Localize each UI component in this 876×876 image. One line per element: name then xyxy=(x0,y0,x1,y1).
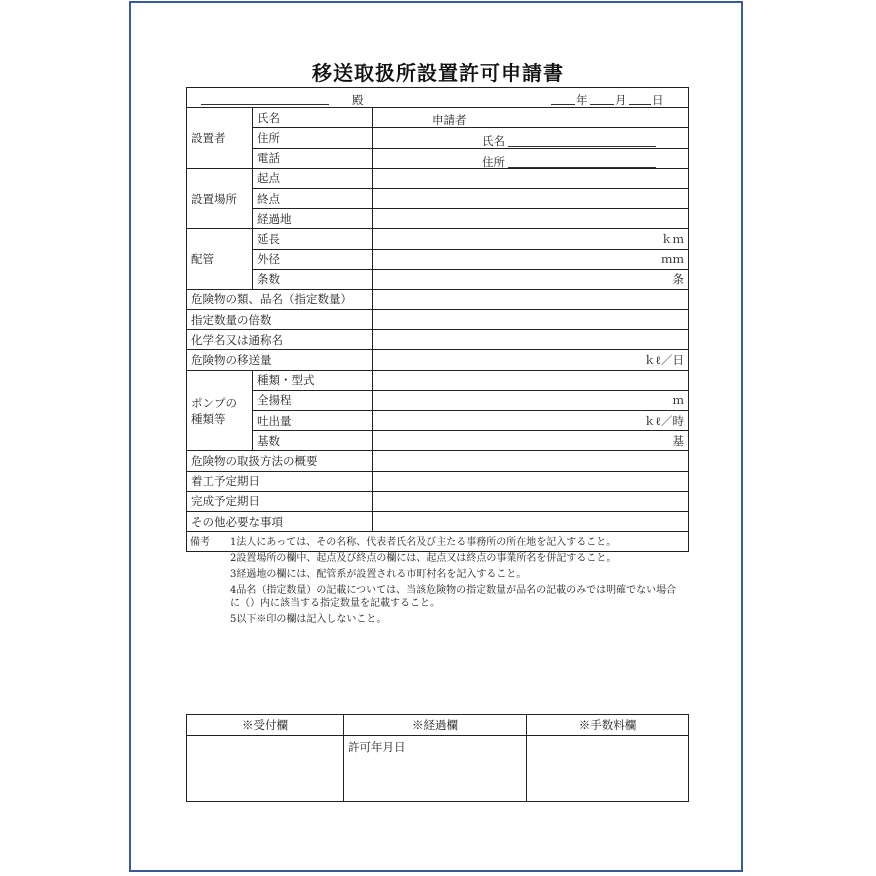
notes-list xyxy=(230,536,682,629)
applicant-name-blank[interactable] xyxy=(508,146,656,147)
applicant-address-label: 住所 xyxy=(482,155,505,169)
pump-type-field[interactable] xyxy=(373,370,689,390)
installer-name-field[interactable] xyxy=(373,108,689,128)
reception-header: ※受付欄 xyxy=(187,715,344,736)
installer-group-label: 設置者 xyxy=(187,108,253,169)
multiple-field[interactable] xyxy=(373,310,689,330)
chemical-name-field[interactable] xyxy=(373,330,689,350)
pump-type-label: 種類・型式 xyxy=(253,370,373,390)
installer-phone-label: 電話 xyxy=(253,148,373,168)
other-field[interactable] xyxy=(373,511,689,531)
location-end-field[interactable] xyxy=(373,188,689,208)
piping-length-label: 延長 xyxy=(253,229,373,249)
application-form-table xyxy=(186,87,689,626)
piping-count-field[interactable] xyxy=(373,269,689,289)
day-blank[interactable] xyxy=(629,104,651,105)
reception-field[interactable] xyxy=(187,736,344,802)
installer-phone-field[interactable] xyxy=(373,148,689,168)
piping-diameter-field[interactable] xyxy=(373,249,689,269)
addressee-suffix: 殿 xyxy=(352,93,364,107)
pump-head-field[interactable] xyxy=(373,390,689,410)
notes-section xyxy=(187,532,689,626)
unit-m: ｍ xyxy=(672,393,684,408)
unit-kl-per-day: ｋℓ／日 xyxy=(643,353,684,368)
pump-discharge-field[interactable] xyxy=(373,411,689,431)
permit-date-label: 許可年月日 xyxy=(348,740,406,754)
transfer-amount-field[interactable] xyxy=(373,350,689,370)
progress-field[interactable] xyxy=(344,736,527,802)
form-title: 移送取扱所設置許可申請書 xyxy=(312,61,564,85)
unit-mm: ｍｍ xyxy=(661,252,684,267)
year-label: 年 xyxy=(576,93,588,107)
start-date-label: 着工予定期日 xyxy=(187,471,373,491)
location-start-label: 起点 xyxy=(253,168,373,188)
pump-discharge-label: 吐出量 xyxy=(253,411,373,431)
installer-name-label: 氏名 xyxy=(253,108,373,128)
start-date-field[interactable] xyxy=(373,471,689,491)
completion-date-label: 完成予定期日 xyxy=(187,491,373,511)
location-end-label: 終点 xyxy=(253,188,373,208)
handling-method-field[interactable] xyxy=(373,451,689,471)
location-start-field[interactable] xyxy=(373,168,689,188)
piping-group-label: 配管 xyxy=(187,229,253,290)
fee-header: ※手数料欄 xyxy=(527,715,689,736)
notes-label: 備考 xyxy=(190,537,210,549)
year-blank[interactable] xyxy=(551,104,575,105)
piping-length-field[interactable] xyxy=(373,229,689,249)
day-label: 日 xyxy=(652,93,664,107)
installer-address-label: 住所 xyxy=(253,128,373,148)
hazard-type-field[interactable] xyxy=(373,289,689,309)
pump-group-label: ポンプの種類等 xyxy=(187,370,253,451)
handling-method-label: 危険物の取扱方法の概要 xyxy=(187,451,373,471)
note-item: 4品名（指定数量）の記載については、当該危険物の指定数量が品名の記載のみでは明確でない場合に（）内に該当する指定数量を記載すること。 xyxy=(230,585,677,610)
note-item: 1法人にあっては、その名称、代表者氏名及び主たる事務所の所在地を記入すること。 xyxy=(230,537,617,549)
multiple-label: 指定数量の倍数 xyxy=(187,310,373,330)
note-item: 5以下※印の欄は記入しないこと。 xyxy=(230,614,387,626)
transfer-amount-label: 危険物の移送量 xyxy=(187,350,373,370)
applicant-label: 申請者 xyxy=(432,113,467,127)
addressee-blank[interactable] xyxy=(201,104,329,105)
unit-kl-per-hour: ｋℓ／時 xyxy=(643,413,684,428)
piping-count-label: 条数 xyxy=(253,269,373,289)
note-item: 3経過地の欄には、配管系が設置される市町村名を記入すること。 xyxy=(230,569,527,581)
note-item: 2設置場所の欄中、起点及び終点の欄には、起点又は終点の事業所名を併記すること。 xyxy=(230,553,617,565)
fee-field[interactable] xyxy=(527,736,689,802)
office-use-table xyxy=(186,714,689,802)
pump-count-field[interactable] xyxy=(373,431,689,451)
month-blank[interactable] xyxy=(590,104,614,105)
unit-km: ｋｍ xyxy=(661,231,684,246)
completion-date-field[interactable] xyxy=(373,491,689,511)
location-group-label: 設置場所 xyxy=(187,168,253,229)
progress-header: ※経過欄 xyxy=(344,715,527,736)
piping-diameter-label: 外径 xyxy=(253,249,373,269)
other-label: その他必要な事項 xyxy=(187,511,373,531)
unit-units: 基 xyxy=(672,433,684,448)
applicant-name-label: 氏名 xyxy=(482,134,505,148)
pump-count-label: 基数 xyxy=(253,431,373,451)
month-label: 月 xyxy=(615,93,627,107)
location-via-label: 経過地 xyxy=(253,209,373,229)
unit-lines: 条 xyxy=(672,272,684,287)
hazard-type-label: 危険物の類、品名（指定数量） xyxy=(187,289,373,309)
chemical-name-label: 化学名又は通称名 xyxy=(187,330,373,350)
pump-head-label: 全揚程 xyxy=(253,390,373,410)
location-via-field[interactable] xyxy=(373,209,689,229)
applicant-address-blank[interactable] xyxy=(508,167,656,168)
